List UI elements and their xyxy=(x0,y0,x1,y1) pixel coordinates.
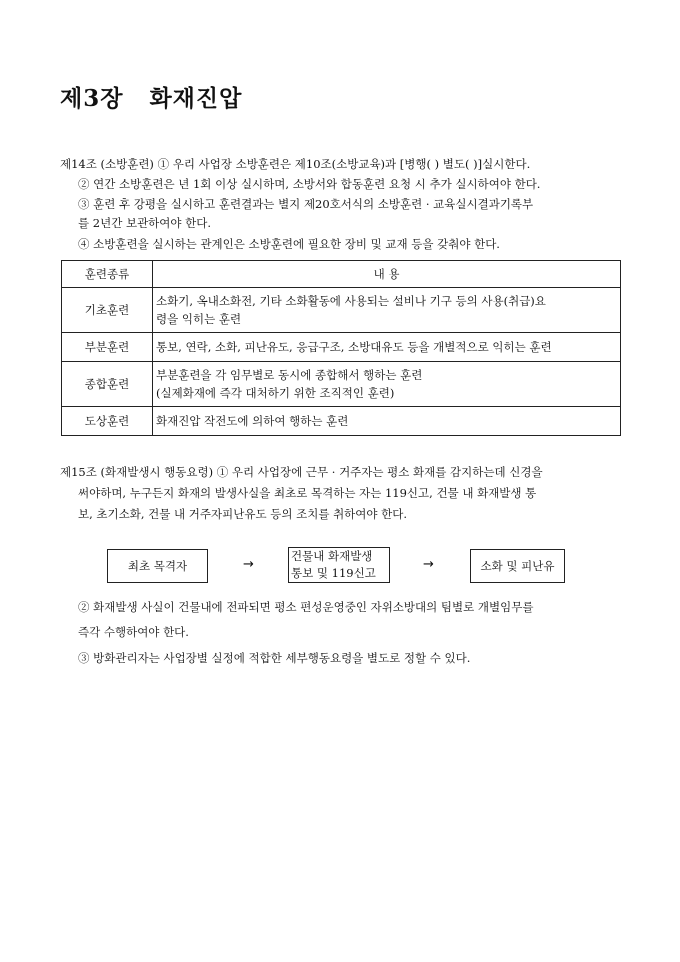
article15-item-2-line-1: ② 화재발생 사실이 건물내에 전파되면 평소 편성운영중인 자위소방대의 팀별로 개별임무를 xyxy=(78,600,534,614)
table-row xyxy=(62,288,621,333)
content-line: (실제화재에 즉각 대처하기 위한 조직적인 훈련) xyxy=(156,386,395,400)
training-content-cell xyxy=(153,407,621,436)
article15-line-1: 제15조 (화재발생시 행동요령) ① 우리 사업장에 근무 · 거주자는 평소 화재를 감지하는데 신경을 xyxy=(60,465,543,479)
article15-item-2-line-2: 즉각 수행하여야 한다. xyxy=(78,625,189,639)
training-type-cell: 부분훈련 xyxy=(62,333,153,362)
table-row xyxy=(62,362,621,407)
content-line: 령을 익히는 훈련 xyxy=(156,312,242,326)
article15-line-2: 써야하며, 누구든지 화재의 발생사실을 최초로 목격하는 자는 119신고, 건물 내 화재발생 통 xyxy=(78,486,537,500)
flow-step-label: 소화 및 피난유 xyxy=(480,558,555,573)
article14-line-3: ③ 훈련 후 강평을 실시하고 훈련결과는 별지 제20호서식의 소방훈련 · 교육실시결과기록부 xyxy=(78,197,534,211)
flow-step-label: 건물내 화재발생 xyxy=(291,549,373,563)
article15-item-3: ③ 방화관리자는 사업장별 실정에 적합한 세부행동요령을 별도로 정할 수 있다. xyxy=(78,651,471,665)
flow-step-report xyxy=(288,547,390,583)
content-line: 통보, 연락, 소화, 피난유도, 응급구조, 소방대유도 등을 개별적으로 익히는 훈련 xyxy=(156,340,552,354)
table-row xyxy=(62,407,621,436)
chapter-number: 제3장 xyxy=(60,85,124,112)
header-content: 내 용 xyxy=(153,261,621,288)
chapter-title xyxy=(60,80,242,113)
article14-line-5: ④ 소방훈련을 실시하는 관계인은 소방훈련에 필요한 장비 및 교재 등을 갖춰야 한다. xyxy=(78,237,500,251)
flow-step-label: 통보 및 119신고 xyxy=(291,566,376,580)
article14-line-1: 제14조 (소방훈련) ① 우리 사업장 소방훈련은 제10조(소방교육)과 [병행( ) 별도( )]실시한다. xyxy=(60,157,531,171)
chapter-name: 화재진압 xyxy=(149,85,243,112)
training-type-cell: 기초훈련 xyxy=(62,288,153,333)
content-line: 소화기, 옥내소화전, 기타 소화활동에 사용되는 설비나 기구 등의 사용(취급)요 xyxy=(156,294,546,308)
training-content-cell xyxy=(153,362,621,407)
article14-line-4: 를 2년간 보관하여야 한다. xyxy=(78,216,212,230)
article14-line-2: ② 연간 소방훈련은 년 1회 이상 실시하며, 소방서와 합동훈련 요청 시 추가 실시하여야 한다. xyxy=(78,177,541,191)
flow-arrow-icon: → xyxy=(423,557,434,572)
content-line: 부분훈련을 각 임무별로 동시에 종합해서 행하는 훈련 xyxy=(156,368,423,382)
training-type-cell: 도상훈련 xyxy=(62,407,153,436)
training-types-table xyxy=(61,260,621,436)
flow-step-first-witness xyxy=(107,549,208,583)
training-content-cell xyxy=(153,288,621,333)
flow-arrow-icon: → xyxy=(243,557,254,572)
header-training-type: 훈련종류 xyxy=(62,261,153,288)
content-line: 화재진압 작전도에 의하여 행하는 훈련 xyxy=(156,414,349,428)
article15-line-3: 보, 초기소화, 건물 내 거주자피난유도 등의 조치를 취하여야 한다. xyxy=(78,507,408,521)
table-header-row xyxy=(62,261,621,288)
training-type-cell: 종합훈련 xyxy=(62,362,153,407)
table-row xyxy=(62,333,621,362)
training-content-cell xyxy=(153,333,621,362)
flow-step-extinguish-evacuate xyxy=(470,549,565,583)
flow-step-label: 최초 목격자 xyxy=(127,558,188,573)
